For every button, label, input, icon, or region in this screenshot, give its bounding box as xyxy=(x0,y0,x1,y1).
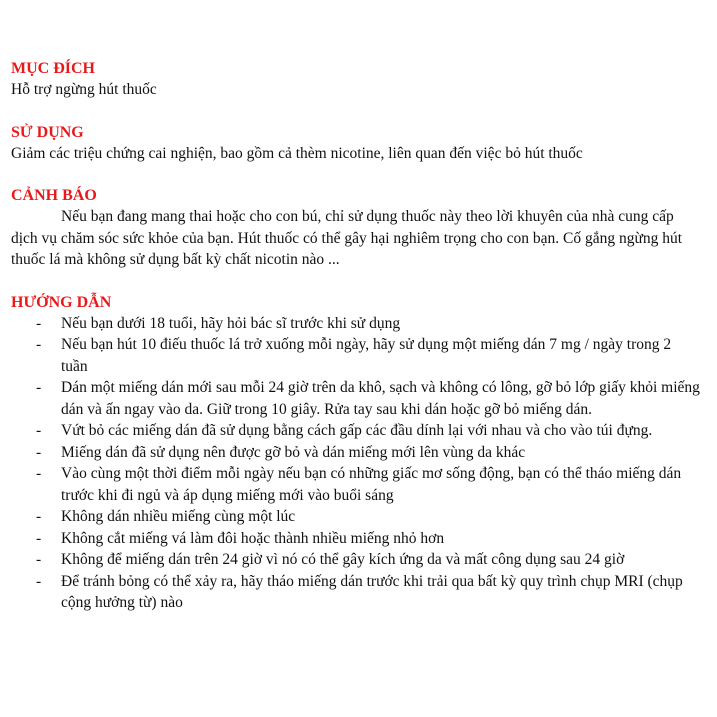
directions-section xyxy=(11,292,711,614)
dash-bullet: - xyxy=(36,443,42,461)
warning-section xyxy=(11,185,711,271)
list-item-text: Vào cùng một thời điểm mỗi ngày nếu bạn có những giấc mơ sống động, bạn có thể tháo miếng dán trước khi đi ngủ và áp dụng miếng mới vào buổi sáng xyxy=(61,465,682,504)
warning-text: Nếu bạn đang mang thai hoặc cho con bú, chỉ sử dụng thuốc này theo lời khuyên của nhà cung cấp dịch vụ chăm sóc sức khỏe của bạn. Hút thuốc có thể gây hại nghiêm trọng cho con bạn. Cố gắng ngừng hút thuốc lá mà không sử dụng bất kỳ chất nicotin nào ... xyxy=(11,208,683,268)
list-item xyxy=(11,528,701,550)
usage-heading: SỬ DỤNG xyxy=(11,123,84,141)
document-page xyxy=(11,58,711,614)
list-item-text: Nếu bạn dưới 18 tuổi, hãy hỏi bác sĩ trước khi sử dụng xyxy=(61,314,401,332)
list-item xyxy=(11,313,701,335)
list-item xyxy=(11,420,701,442)
list-item xyxy=(11,571,701,614)
dash-bullet: - xyxy=(36,529,42,547)
list-item-text: Miếng dán đã sử dụng nên được gỡ bỏ và dán miếng mới lên vùng da khác xyxy=(61,443,526,461)
usage-text: Giảm các triệu chứng cai nghiện, bao gồm cả thèm nicotine, liên quan đến việc bỏ hút thuốc xyxy=(11,144,583,162)
dash-bullet: - xyxy=(36,379,42,396)
dash-bullet: - xyxy=(36,336,42,353)
dash-bullet: - xyxy=(36,551,42,568)
usage-section xyxy=(11,122,711,165)
list-item-text: Không dán nhiều miếng cùng một lúc xyxy=(61,508,296,525)
list-item-text: Vứt bỏ các miếng dán đã sử dụng bằng cách gấp các đầu dính lại với nhau và cho vào túi đựng. xyxy=(61,422,653,439)
list-item-text: Nếu bạn hút 10 điếu thuốc lá trở xuống mỗi ngày, hãy sử dụng một miếng dán 7 mg / ngày trong 2 tuần xyxy=(61,336,672,375)
list-item xyxy=(11,506,701,528)
purpose-section xyxy=(11,58,711,101)
list-item-text: Dán một miếng dán mới sau mỗi 24 giờ trên da khô, sạch và không có lông, gỡ bỏ lớp giấy khỏi miếng dán và ấn ngay vào da. Giữ trong 10 giây. Rửa tay sau khi dán hoặc gỡ bỏ miếng dán. xyxy=(61,379,700,418)
dash-bullet: - xyxy=(36,572,42,590)
list-item xyxy=(11,463,701,506)
list-item xyxy=(11,442,701,464)
dash-bullet: - xyxy=(36,314,42,332)
list-item xyxy=(11,549,701,571)
list-item xyxy=(11,377,701,420)
directions-list xyxy=(11,313,711,614)
purpose-heading: MỤC ĐÍCH xyxy=(11,60,95,77)
dash-bullet: - xyxy=(36,465,42,482)
dash-bullet: - xyxy=(36,508,42,525)
purpose-text: Hỗ trợ ngừng hút thuốc xyxy=(11,81,157,98)
dash-bullet: - xyxy=(36,422,42,439)
list-item xyxy=(11,334,701,377)
list-item-text: Để tránh bỏng có thể xảy ra, hãy tháo miếng dán trước khi trải qua bất kỳ quy trình chụp MRI (chụp cộng hưởng từ) nào xyxy=(61,572,683,611)
warning-heading: CẢNH BÁO xyxy=(11,187,97,204)
directions-heading: HƯỚNG DẪN xyxy=(11,293,112,311)
list-item-text: Không cắt miếng vá làm đôi hoặc thành nhiều miếng nhỏ hơn xyxy=(61,529,445,547)
list-item-text: Không để miếng dán trên 24 giờ vì nó có thể gây kích ứng da và mất công dụng sau 24 giờ xyxy=(61,551,625,568)
